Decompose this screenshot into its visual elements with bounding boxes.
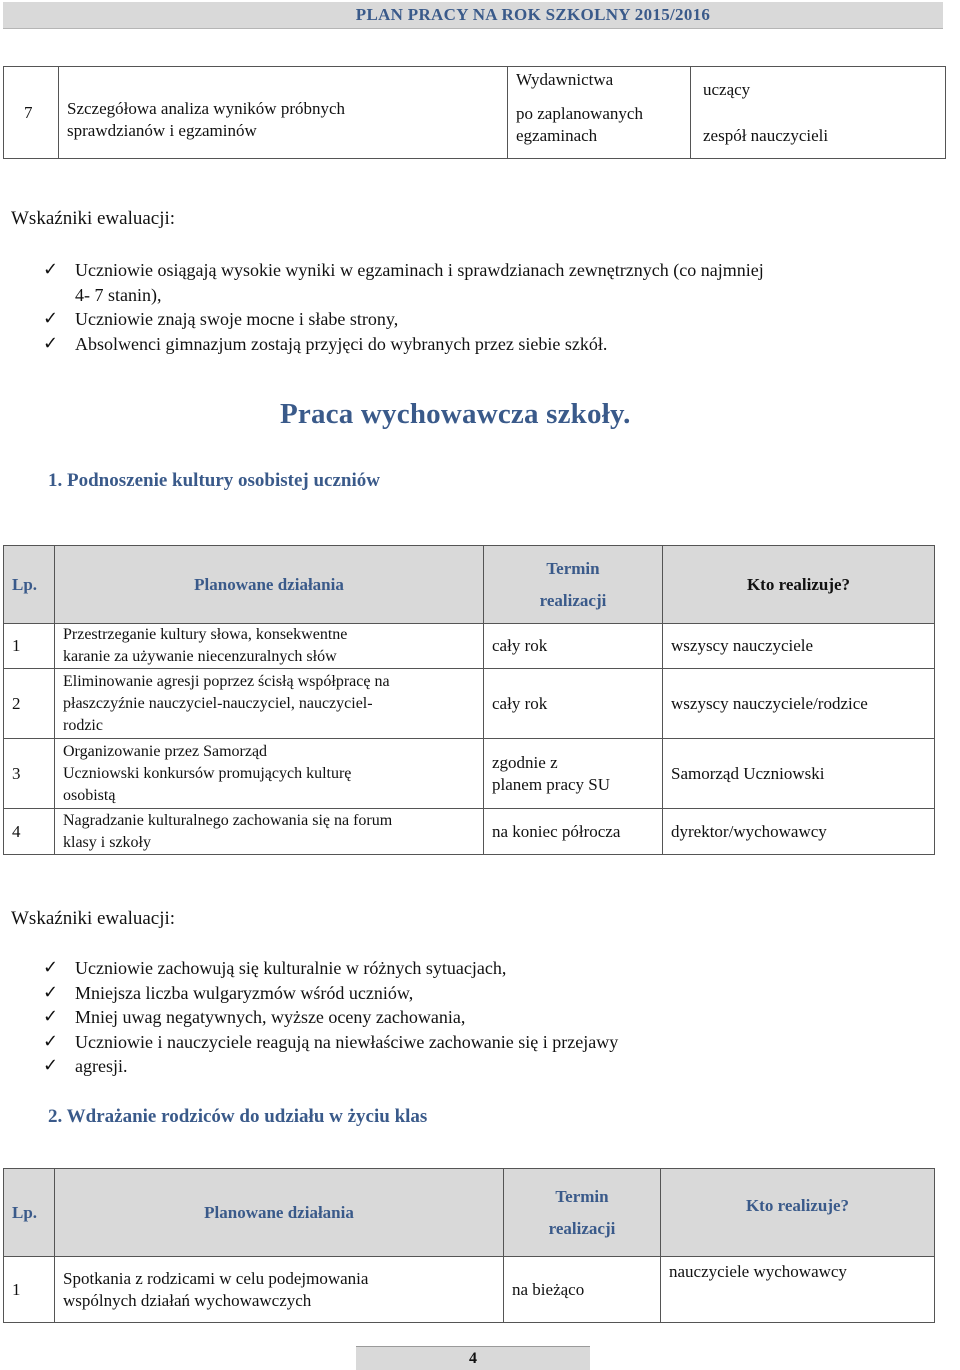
cell-lp: 1 xyxy=(4,1257,55,1323)
checkmark-icon: ✓ xyxy=(43,981,59,1003)
page-header xyxy=(3,2,943,29)
cell-termin: na bieżąco xyxy=(504,1257,661,1323)
list-item: ✓ Absolwenci gimnazjum zostają przyjęci do wybranych przez siebie szkół. xyxy=(11,332,951,357)
row-kto xyxy=(691,67,946,159)
checkmark-icon: ✓ xyxy=(43,1055,59,1076)
list-item: ✓ Mniejsza liczba wulgaryzmów wśród uczniów, xyxy=(11,981,951,1006)
row-lp: 7 xyxy=(4,67,59,159)
page-number: 4 xyxy=(469,1350,477,1367)
cell-dzialanie: Eliminowanie agresji poprzez ścisłą współpracę na płaszczyźnie nauczyciel-nauczyciel, nauczyciel- rodzic xyxy=(55,669,484,739)
termin-line-1: Wydawnictwa xyxy=(516,70,614,89)
list-item: ✓ Uczniowie znają swoje mocne i słabe strony, xyxy=(11,307,951,332)
header-termin: Termin realizacji xyxy=(484,546,663,624)
termin-line-2: po zaplanowanych xyxy=(516,104,643,123)
list-item-continuation: 4- 7 stanin), xyxy=(75,284,162,305)
checkmark-icon: ✓ xyxy=(43,1006,59,1027)
table-header-row xyxy=(4,1169,935,1257)
list-item: ✓ Mniej uwag negatywnych, wyższe oceny zachowania, xyxy=(11,1005,951,1030)
cell-dzialanie: Nagradzanie kulturalnego zachowania się na forum klasy i szkoły xyxy=(55,809,484,855)
cell-termin: cały rok xyxy=(484,669,663,739)
checkmark-icon: ✓ xyxy=(43,308,59,329)
termin-line-3: egzaminach xyxy=(516,126,598,145)
checkmark-icon: ✓ xyxy=(43,957,59,978)
header-lp: Lp. xyxy=(4,546,55,624)
dzialanie-line-1: Szczegółowa analiza wyników próbnych xyxy=(67,98,346,118)
table-culture xyxy=(3,545,935,855)
row-termin xyxy=(508,67,691,159)
checkmark-icon: ✓ xyxy=(43,259,59,280)
cell-termin: cały rok xyxy=(484,624,663,669)
cell-lp: 2 xyxy=(4,669,55,739)
cell-kto: dyrektor/wychowawcy xyxy=(663,809,935,855)
indicators-heading-2: Wskaźniki ewaluacji: xyxy=(11,908,176,929)
cell-dzialanie: Spotkania z rodzicami w celu podejmowania wspólnych działań wychowawczych xyxy=(55,1257,504,1323)
list-item: ✓ agresji. xyxy=(11,1054,951,1079)
subsection-heading-2: 2. Wdrażanie rodziców do udziału w życiu klas xyxy=(48,1106,428,1127)
cell-lp: 1 xyxy=(4,624,55,669)
table-row xyxy=(4,1257,935,1323)
cell-dzialanie: Organizowanie przez Samorząd Uczniowski konkursów promujących kulturę osobistą xyxy=(55,739,484,809)
table-row xyxy=(4,669,935,739)
kto-line-1: uczący xyxy=(703,80,751,99)
list-item: ✓ Uczniowie i nauczyciele reagują na niewłaściwe zachowanie się i przejawy xyxy=(11,1030,951,1055)
header-termin: Termin realizacji xyxy=(504,1169,661,1257)
table-row xyxy=(4,809,935,855)
header-kto: Kto realizuje? xyxy=(663,546,935,624)
dzialanie-line-2: sprawdzianów i egzaminów xyxy=(67,120,257,140)
main-heading: Praca wychowawcza szkoły. xyxy=(280,398,631,430)
list-item: ✓ Uczniowie zachowują się kulturalnie w różnych sytuacjach, xyxy=(11,956,951,981)
cell-kto: wszyscy nauczyciele/rodzice xyxy=(663,669,935,739)
header-lp: Lp. xyxy=(4,1169,55,1257)
cell-kto: wszyscy nauczyciele xyxy=(663,624,935,669)
top-table xyxy=(3,66,946,159)
header-kto: Kto realizuje? xyxy=(661,1169,935,1257)
checkmark-icon: ✓ xyxy=(43,332,59,354)
kto-line-2: zespół nauczycieli xyxy=(703,126,829,145)
checkmark-icon: ✓ xyxy=(43,1030,59,1052)
list-item: ✓ Uczniowie osiągają wysokie wyniki w egzaminach i sprawdzianach zewnętrznych (co najmniej xyxy=(11,258,951,283)
cell-termin: zgodnie z planem pracy SU xyxy=(484,739,663,809)
table-row xyxy=(4,739,935,809)
header-dzialania: Planowane działania xyxy=(55,1169,504,1257)
header-dzialania: Planowane działania xyxy=(55,546,484,624)
table-row xyxy=(4,67,946,159)
indicators-list-1 xyxy=(11,258,951,356)
table-row xyxy=(4,624,935,669)
cell-lp: 4 xyxy=(4,809,55,855)
page-footer xyxy=(356,1346,590,1370)
header-title: PLAN PRACY NA ROK SZKOLNY 2015/2016 xyxy=(355,5,711,24)
cell-kto: Samorząd Uczniowski xyxy=(663,739,935,809)
subsection-heading-1: 1. Podnoszenie kultury osobistej uczniów xyxy=(48,470,380,491)
table-parents xyxy=(3,1168,935,1323)
cell-kto: nauczyciele wychowawcy xyxy=(661,1257,935,1323)
cell-dzialanie: Przestrzeganie kultury słowa, konsekwentne karanie za używanie niecenzuralnych słów xyxy=(55,624,484,669)
row-dzialanie xyxy=(59,67,508,159)
indicators-list-2 xyxy=(11,956,951,1079)
cell-lp: 3 xyxy=(4,739,55,809)
table-header-row xyxy=(4,546,935,624)
cell-termin: na koniec półrocza xyxy=(484,809,663,855)
indicators-heading-1: Wskaźniki ewaluacji: xyxy=(11,208,176,229)
